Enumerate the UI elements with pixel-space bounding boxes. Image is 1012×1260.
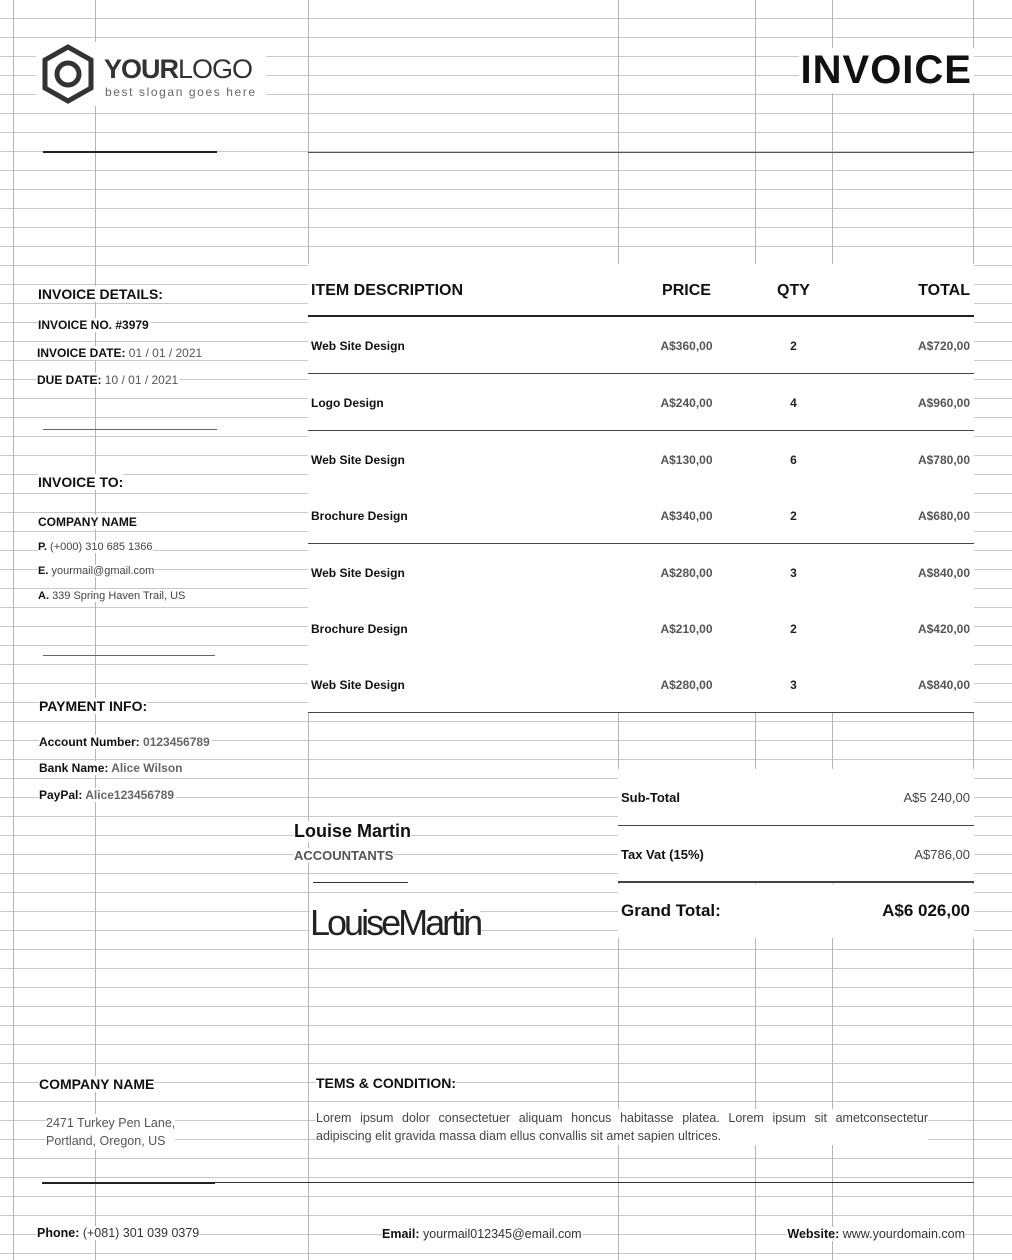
item-qty: 3 xyxy=(790,566,797,580)
footer-website: Website: www.yourdomain.com xyxy=(787,1227,965,1241)
item-description: Logo Design xyxy=(311,396,384,410)
item-price: A$280,00 xyxy=(660,566,713,580)
footer-accent-line xyxy=(42,1182,215,1184)
account-number: Account Number: 0123456789 xyxy=(39,735,210,749)
item-total: A$780,00 xyxy=(917,453,970,467)
footer-divider xyxy=(215,1182,974,1183)
subtotal-value: A$5 240,00 xyxy=(903,790,970,805)
divider xyxy=(43,429,217,430)
table-row xyxy=(308,487,974,544)
due-date: DUE DATE: 10 / 01 / 2021 xyxy=(37,373,179,387)
item-price: A$240,00 xyxy=(660,396,713,410)
client-address: A. 339 Spring Haven Trail, US xyxy=(38,590,186,602)
client-company-name: COMPANY NAME xyxy=(38,515,137,529)
item-qty: 2 xyxy=(790,509,797,523)
payment-info-heading: PAYMENT INFO: xyxy=(39,698,148,714)
table-row xyxy=(308,317,974,374)
signer-name: Louise Martin xyxy=(294,821,412,841)
invoice-to-heading: INVOICE TO: xyxy=(38,474,124,490)
item-price: A$130,00 xyxy=(660,453,713,467)
item-description: Web Site Design xyxy=(311,566,405,580)
item-total: A$420,00 xyxy=(917,622,970,636)
tax-label: Tax Vat (15%) xyxy=(621,847,704,862)
company-heading: COMPANY NAME xyxy=(39,1076,155,1092)
item-description: Brochure Design xyxy=(311,622,408,636)
invoice-number: INVOICE NO. #3979 xyxy=(38,318,149,332)
page-title: INVOICE xyxy=(800,48,972,92)
item-qty: 6 xyxy=(790,453,797,467)
header-accent-line xyxy=(43,151,217,153)
item-price: A$360,00 xyxy=(660,339,713,353)
column-header-total: TOTAL xyxy=(918,282,970,299)
item-description: Web Site Design xyxy=(311,339,405,353)
item-total: A$960,00 xyxy=(917,396,970,410)
column-header-qty: QTY xyxy=(755,282,832,300)
terms-text: Lorem ipsum dolor consectetuer aliquam honcus habitasse platea. Lorem ipsum sit ametconsectetur adipiscing elit gravida massa diam ellus convallis sit amet sapien ultrices. xyxy=(316,1111,928,1143)
table-row xyxy=(308,431,974,488)
invoice-details-heading: INVOICE DETAILS: xyxy=(38,286,163,302)
table-row xyxy=(308,374,974,431)
item-total: A$840,00 xyxy=(917,566,970,580)
column-header-description: ITEM DESCRIPTION xyxy=(311,282,464,299)
item-description: Web Site Design xyxy=(311,678,405,692)
grand-total-label: Grand Total: xyxy=(621,901,721,920)
signature: LouiseMartin xyxy=(310,902,481,943)
item-qty: 2 xyxy=(790,622,797,636)
header-divider xyxy=(308,152,974,153)
company-address-line: 2471 Turkey Pen Lane, xyxy=(46,1116,176,1130)
signature-line xyxy=(313,882,408,883)
client-phone: P. (+000) 310 685 1366 xyxy=(38,541,153,553)
invoice-date: INVOICE DATE: 01 / 01 / 2021 xyxy=(37,346,203,360)
item-qty: 2 xyxy=(790,339,797,353)
footer-phone: Phone: (+081) 301 039 0379 xyxy=(37,1226,200,1240)
company-address xyxy=(46,1114,175,1150)
company-address-line: Portland, Oregon, US xyxy=(46,1134,166,1148)
table-row xyxy=(308,544,974,601)
item-description: Web Site Design xyxy=(311,453,405,467)
item-description: Brochure Design xyxy=(311,509,408,523)
column-header-price: PRICE xyxy=(618,282,755,300)
item-qty: 3 xyxy=(790,678,797,692)
item-price: A$280,00 xyxy=(660,678,713,692)
client-email: E. yourmail@gmail.com xyxy=(38,565,155,577)
divider xyxy=(43,655,215,656)
subtotal-label: Sub-Total xyxy=(621,790,680,805)
item-total: A$680,00 xyxy=(917,509,970,523)
bank-name: Bank Name: Alice Wilson xyxy=(39,761,183,775)
logo-slogan: best slogan goes here xyxy=(105,85,257,99)
grand-total-value: A$6 026,00 xyxy=(882,901,970,920)
tax-value: A$786,00 xyxy=(914,847,970,862)
logo-wordmark: YOURLOGO xyxy=(104,54,253,84)
item-total: A$840,00 xyxy=(917,678,970,692)
item-price: A$210,00 xyxy=(660,622,713,636)
company-logo xyxy=(36,42,266,106)
footer-email: Email: yourmail012345@email.com xyxy=(382,1227,582,1241)
item-qty: 4 xyxy=(790,396,797,410)
signer-role: ACCOUNTANTS xyxy=(294,848,394,863)
terms-heading: TEMS & CONDITION: xyxy=(316,1075,456,1091)
paypal: PayPal: Alice123456789 xyxy=(39,788,174,802)
item-total: A$720,00 xyxy=(917,339,970,353)
item-price: A$340,00 xyxy=(660,509,713,523)
table-row xyxy=(308,656,974,713)
hexagon-logo-icon xyxy=(40,44,96,104)
table-row xyxy=(308,600,974,657)
